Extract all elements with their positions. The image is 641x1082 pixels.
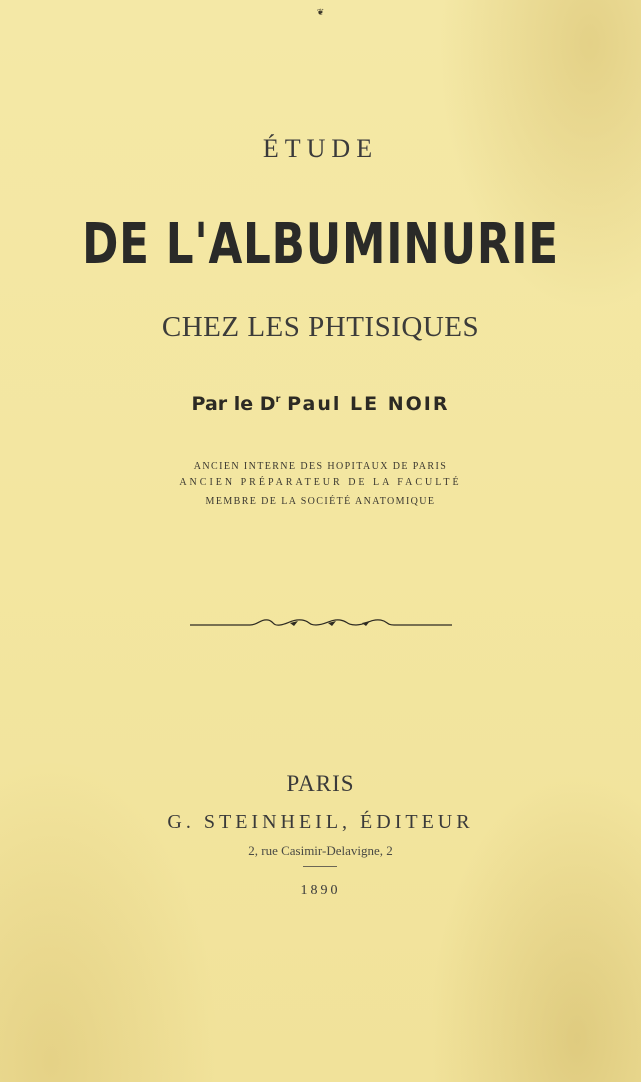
author-prefix: Par le D — [191, 393, 276, 415]
imprint-publisher: G. STEINHEIL, ÉDITEUR — [167, 811, 474, 833]
credential-line: MEMBRE DE LA SOCIÉTÉ ANATOMIQUE — [205, 496, 436, 507]
main-title: DE L'ALBUMINURIE — [82, 212, 559, 277]
etude-heading: ÉTUDE — [262, 134, 379, 163]
divider-rule — [303, 866, 337, 867]
author-prefix-superscript: r — [275, 394, 281, 405]
credential-line: ANCIEN PRÉPARATEUR DE LA FACULTÉ — [179, 477, 462, 488]
imprint-year: 1890 — [300, 883, 341, 898]
subtitle: CHEZ LES PHTISIQUES — [161, 311, 480, 343]
imprint-city: PARIS — [286, 771, 355, 796]
imprint-address: 2, rue Casimir-Delavigne, 2 — [248, 843, 393, 858]
author-line — [0, 393, 641, 415]
ornamental-divider — [190, 616, 452, 632]
credential-line: ANCIEN INTERNE DES HOPITAUX DE PARIS — [193, 461, 448, 472]
author-name: Paul LE NOIR — [287, 393, 450, 415]
printer-mark: ❦ — [316, 8, 325, 18]
